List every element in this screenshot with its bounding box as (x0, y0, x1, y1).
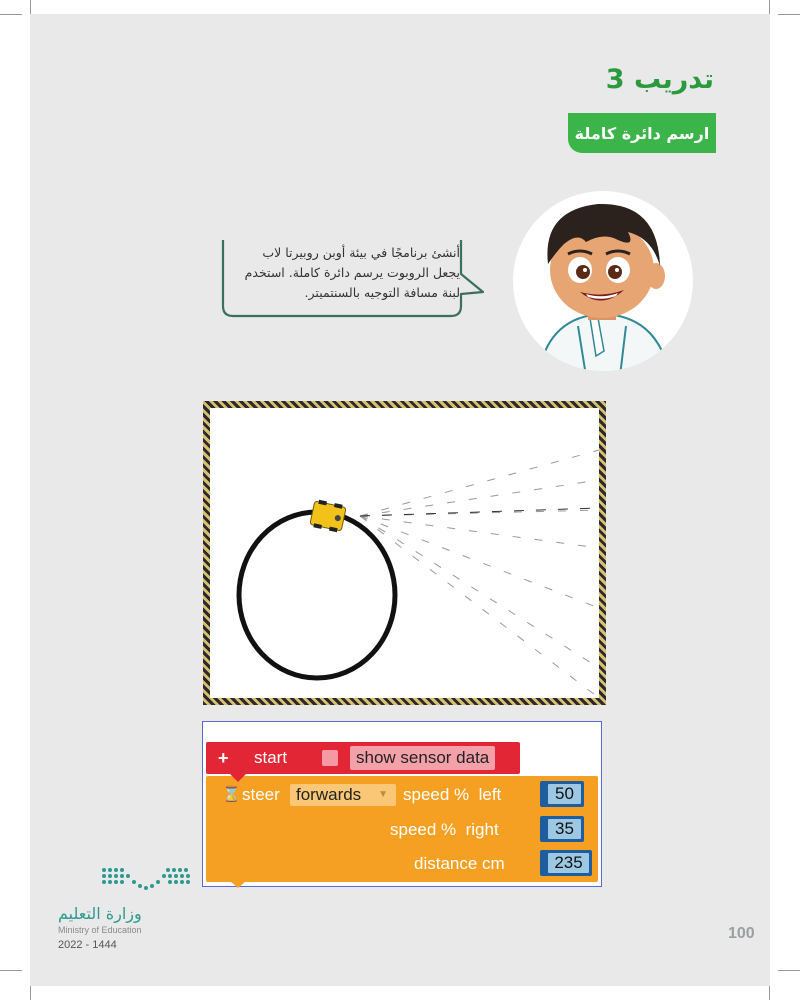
edition-year: 2022 - 1444 (58, 939, 117, 951)
ministry-logo-icon (100, 864, 192, 894)
exercise-subtitle: ارسم دائرة كاملة (574, 123, 710, 143)
hourglass-icon: ⌛ (222, 786, 241, 803)
speed-left-slot (540, 781, 584, 807)
crop-mark (0, 970, 22, 971)
start-label: start (254, 748, 288, 767)
instruction-line: يجعل الروبوت يرسم دائرة كاملة. استخدم (244, 265, 460, 280)
crop-mark (30, 986, 31, 1000)
crop-mark (769, 0, 770, 14)
speed-right-slot (540, 816, 584, 842)
exercise-badge (568, 113, 716, 153)
page-number: 100 (728, 925, 755, 942)
instruction-line: أنشئ برنامجًا في بيئة أوبن روبيرتا لاب (262, 245, 460, 260)
direction-dropdown[interactable] (290, 784, 396, 806)
crop-mark (769, 986, 770, 1000)
steer-label: steer (242, 785, 280, 804)
direction-value: forwards (296, 785, 362, 804)
robot-simulation-frame (203, 401, 606, 705)
boy-character-avatar (508, 186, 698, 376)
distance-slot (540, 850, 592, 876)
speed-right-label: speed % right (390, 820, 499, 839)
speed-left-label: speed % left (403, 785, 502, 804)
robot-simulation-canvas (210, 408, 599, 698)
crop-mark (778, 970, 800, 971)
simulation-drawing (210, 408, 599, 698)
crop-mark (30, 0, 31, 14)
block-connector-notch (230, 774, 246, 782)
instruction-text (226, 243, 460, 303)
ministry-name-english: Ministry of Education (58, 925, 142, 935)
speed-right-input[interactable]: 35 (548, 819, 581, 839)
page-title: تدريب 3 (605, 64, 714, 95)
show-sensor-data-label: show sensor data (350, 746, 495, 770)
chevron-down-icon: ▼ (378, 789, 388, 800)
distance-input[interactable]: 235 (548, 853, 589, 873)
plus-icon[interactable]: + (218, 748, 229, 768)
crop-mark (778, 14, 800, 15)
block-connector-notch (230, 881, 246, 888)
ministry-name-arabic: وزارة التعليم (58, 904, 142, 923)
distance-label: distance cm (414, 854, 505, 873)
speed-left-input[interactable]: 50 (548, 784, 581, 804)
show-sensor-checkbox[interactable] (322, 750, 338, 766)
instruction-line: لبنة مسافة التوجيه بالسنتميتر. (304, 285, 460, 300)
crop-mark (0, 14, 22, 15)
